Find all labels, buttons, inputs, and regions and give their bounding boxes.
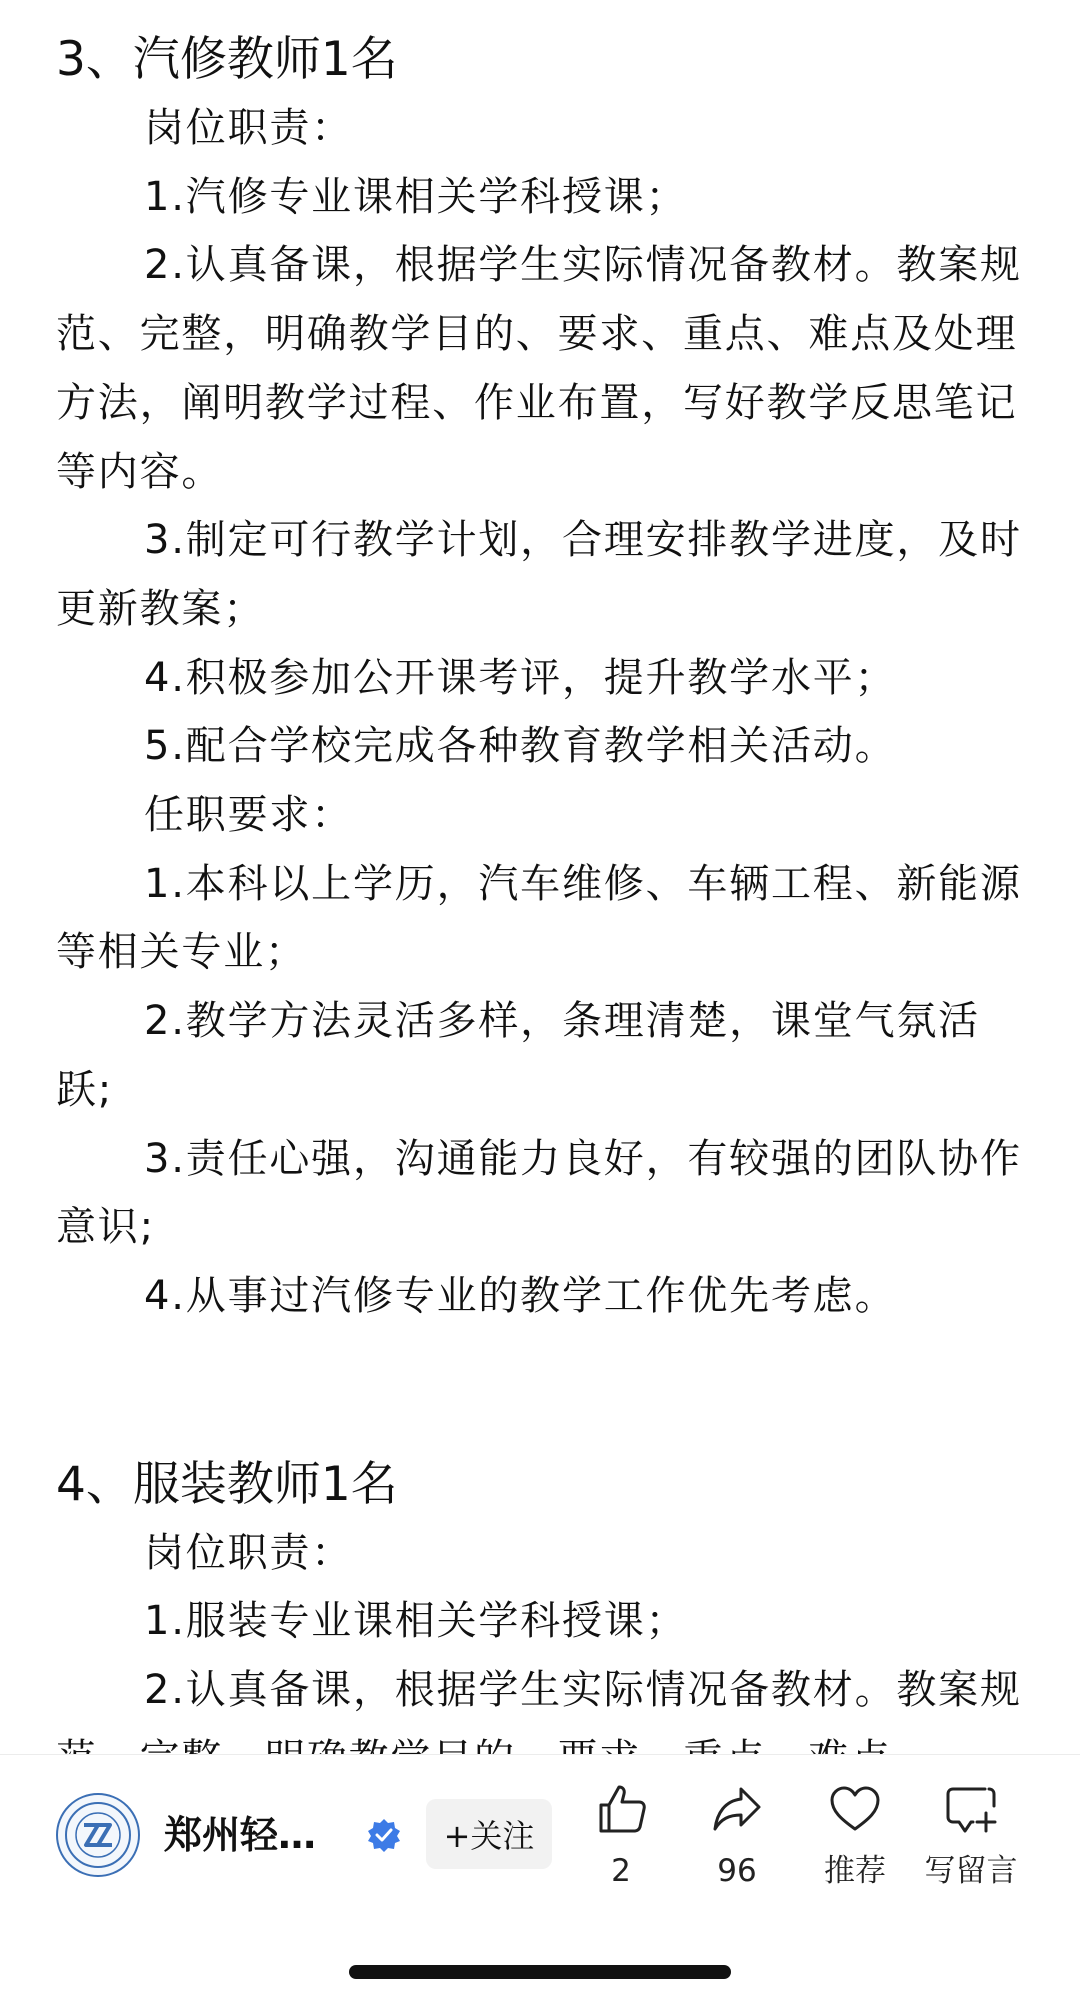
share-arrow-icon [709, 1781, 765, 1837]
school-logo-icon [58, 1795, 138, 1875]
requirement-item: 4.从事过汽修专业的教学工作优先考虑。 [144, 1272, 897, 1319]
section-title: 4、服装教师1名 [56, 1456, 398, 1512]
thumbs-up-icon [593, 1781, 649, 1837]
requirement-item: 2.教学方法灵活多样，条理清楚，课堂气氛活跃; [56, 998, 980, 1113]
duty-item: 1.汽修专业课相关学科授课； [144, 173, 688, 220]
recommend-label: 推荐 [824, 1853, 886, 1889]
article-content [56, 26, 1024, 1754]
section-spacer [56, 1331, 1024, 1451]
requirement-item: 3.责任心强，沟通能力良好，有较强的团队协作意识; [56, 1135, 1022, 1251]
home-indicator[interactable] [349, 1965, 731, 1979]
heart-icon [827, 1781, 883, 1837]
comment-add-icon [943, 1781, 999, 1837]
author-avatar[interactable] [56, 1793, 140, 1877]
section-title: 3、汽修教师1名 [56, 32, 398, 87]
duty-item: 2.认真备课，根据学生实际情况备教材。教案规 [144, 1667, 1022, 1714]
share-button[interactable] [682, 1781, 792, 1891]
requirement-item: 1.本科以上学历，汽车维修、车辆工程、新能源等相关专业； [56, 860, 1022, 976]
author-name[interactable]: 郑州轻… [164, 1813, 317, 1857]
duty-item: 4.积极参加公开课考评，提升教学水平； [144, 654, 897, 701]
share-count: 96 [717, 1853, 757, 1889]
recommend-button[interactable] [800, 1781, 910, 1891]
write-comment-button[interactable] [916, 1781, 1026, 1891]
duties-heading: 岗位职责： [144, 105, 353, 151]
duty-item: 2.认真备课，根据学生实际情况备教材。教案规范、完整，明确教学目的、要求、重点、难点及处理方法，阐明教学过程、作业布置，写好教学反思笔记等内容。 [56, 242, 1022, 495]
duty-item: 5.配合学校完成各种教育教学相关活动。 [144, 723, 897, 770]
follow-button[interactable]: +关注 [426, 1799, 552, 1869]
duties-heading: 岗位职责： [144, 1529, 353, 1576]
duty-item: 1.服装专业课相关学科授课； [144, 1598, 688, 1645]
like-button[interactable] [566, 1781, 676, 1891]
write-comment-label: 写留言 [924, 1853, 1018, 1889]
verified-badge-icon [366, 1817, 402, 1853]
like-count: 2 [611, 1853, 631, 1889]
duty-item: 3.制定可行教学计划，合理安排教学进度，及时更新教案； [56, 517, 1022, 632]
requirements-heading: 任职要求： [144, 792, 353, 839]
